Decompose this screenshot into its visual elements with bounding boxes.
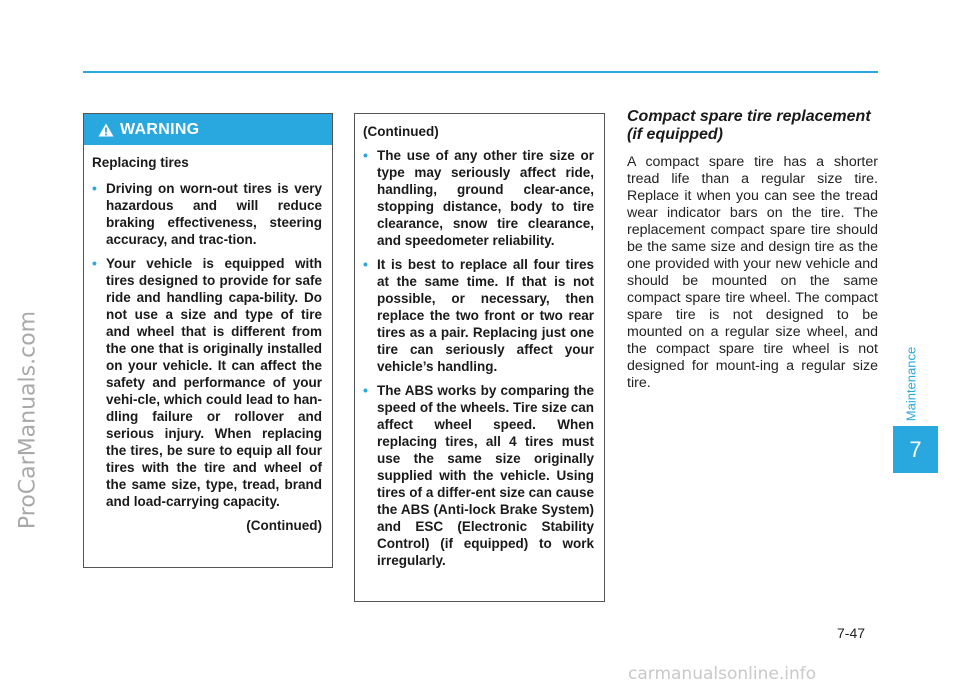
header-rule [83, 71, 878, 73]
spare-tire-section [627, 108, 878, 392]
list-item: • Driving on worn-out tires is very hazardous and will reduce braking effectiveness, steering accuracy, and trac-tion. [92, 180, 322, 247]
warning-list [92, 180, 322, 510]
section-body: A compact spare tire has a shorter tread life than a regular size tire. Replace it when you can see the tread wear indicator bars on the tire. The replacement compact spare tire should be the same size and design tire as the one provided with your new vehicle and should be mounted on the same compact spare tire wheel. The compact spare tire is not designed to be mounted on a regular size wheel, and the compact spare tire wheel is not designed for mount-ing a regular size tire. [627, 154, 878, 391]
continued-list [363, 147, 594, 569]
continued-warning-box [354, 113, 605, 602]
continued-heading: (Continued) [363, 124, 439, 139]
side-watermark: ProCarManuals.com [15, 310, 41, 530]
continued-label: (Continued) [246, 518, 322, 533]
warning-title: WARNING [120, 120, 200, 138]
bullet-icon: • [92, 255, 97, 271]
warning-header [84, 114, 332, 145]
warning-body [84, 145, 332, 534]
warning-box [83, 113, 333, 568]
bullet-icon: • [363, 256, 368, 272]
section-tab-label: Maintenance [903, 346, 919, 422]
bullet-icon: • [363, 147, 368, 163]
warning-subheading: Replacing tires [92, 155, 189, 170]
footer-watermark: carmanualsonline.info [628, 664, 817, 684]
page-number: 7-47 [837, 625, 866, 641]
bullet-icon: • [363, 382, 368, 398]
chapter-tab: 7 [893, 426, 938, 473]
section-title: Compact spare tire replacement (if equipped) [627, 108, 871, 143]
list-item: • Your vehicle is equipped with tires designed to provide for safe ride and handling capa-bility. Do not use a size and type of tire and wheel that is different from the one that is originally installed on your vehicle. It can affect the safety and performance of your vehi-cle, which could lead to han-dling failure or rollover and serious injury. When replacing the tires, be sure to equip all four tires with the tire and wheel of the same size, type, tread, brand and load-carrying capacity. [92, 255, 322, 509]
list-item: • The use of any other tire size or type may seriously affect ride, handling, ground clear-ance, stopping distance, body to tire clearance, snow tire clearance, and speedometer reliability. [363, 147, 594, 248]
list-item: • The ABS works by comparing the speed of the wheels. Tire size can affect wheel speed. When replacing tires, all 4 tires must use the same size originally supplied with the vehicle. Using tires of a differ-ent size can cause the ABS (Anti-lock Brake System) and ESC (Electronic Stability Control) (if equipped) to work irregularly. [363, 382, 594, 568]
list-item: • It is best to replace all four tires at the same time. If that is not possible, or necessary, then replace the two front or two rear tires as a pair. Replacing just one tire can seriously affect your vehicle’s handling. [363, 256, 594, 374]
bullet-icon: • [92, 180, 97, 196]
warning-triangle-icon [98, 123, 114, 137]
continued-body [355, 114, 604, 569]
